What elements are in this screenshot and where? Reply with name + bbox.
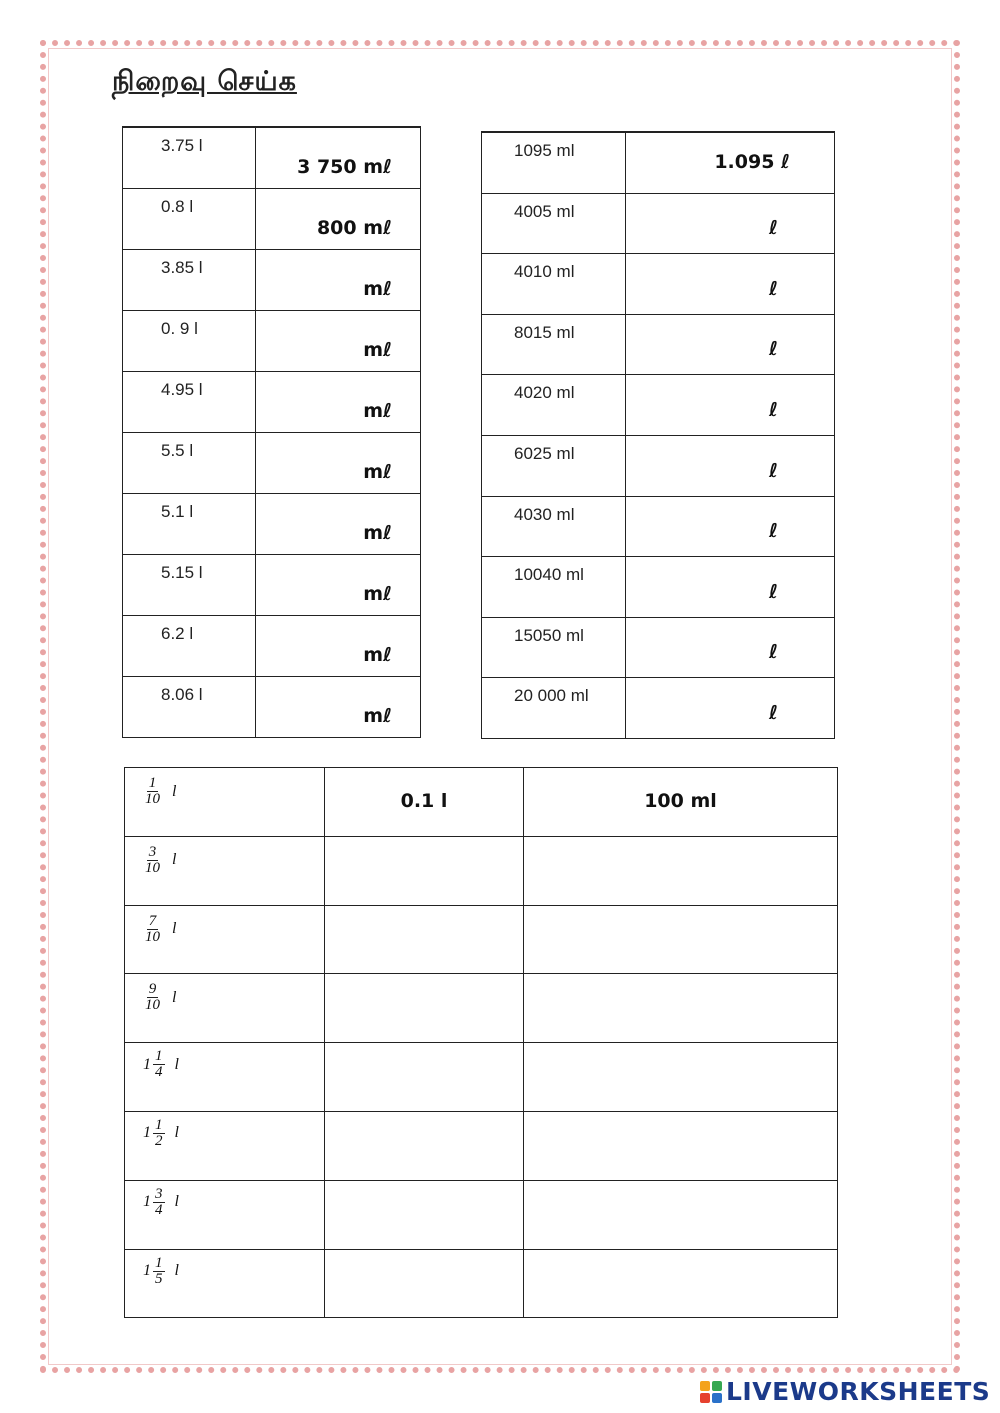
answer-cell[interactable] [256, 372, 421, 433]
decimal-answer [325, 1250, 523, 1272]
unit-label: l [174, 1055, 179, 1073]
fraction-cell [125, 1180, 325, 1249]
given-value-cell [123, 311, 256, 372]
decimal-answer-cell[interactable] [325, 836, 524, 905]
answer-cell[interactable] [626, 617, 835, 678]
given-value: 6.2 l [161, 624, 194, 643]
answer-text: 3 750 mℓ [297, 156, 392, 178]
answer-cell[interactable] [256, 433, 421, 494]
given-value-cell [482, 496, 626, 557]
given-value: 3.75 l [161, 136, 203, 155]
given-value: 20 000 ml [514, 686, 589, 706]
given-value: 4010 ml [514, 262, 575, 282]
given-value-cell [123, 250, 256, 311]
ml-answer [524, 1112, 837, 1134]
decimal-answer [325, 1043, 523, 1065]
answer-cell[interactable] [256, 616, 421, 677]
table-row [125, 1249, 838, 1318]
given-value: 4.95 l [161, 380, 203, 399]
mixed-fraction [143, 982, 176, 1013]
table-row [482, 193, 835, 254]
whole-number: 1 [143, 1193, 151, 1211]
table-row [482, 617, 835, 678]
table-row [123, 250, 421, 311]
answer-cell[interactable] [256, 189, 421, 250]
table-row [482, 375, 835, 436]
answer-text: 1.095 ℓ [714, 150, 790, 173]
given-value-cell [123, 189, 256, 250]
answer-cell[interactable] [256, 127, 421, 189]
decimal-answer-cell[interactable] [325, 1111, 524, 1180]
fraction-cell [125, 1043, 325, 1112]
numerator: 7 [148, 912, 157, 929]
denominator: 4 [155, 1064, 163, 1081]
numerator: 1 [148, 775, 157, 791]
answer-text: mℓ [363, 583, 392, 605]
fraction-cell [125, 836, 325, 905]
given-value: 4005 ml [514, 201, 575, 221]
table-row [125, 836, 838, 905]
ml-answer-cell[interactable] [524, 1043, 838, 1112]
table-row [123, 677, 421, 738]
given-value-cell [123, 677, 256, 738]
table-row [125, 974, 838, 1043]
given-value: 4030 ml [514, 504, 575, 524]
table-row [125, 768, 838, 837]
logo-square [712, 1393, 722, 1403]
decimal-answer-cell[interactable] [325, 1249, 524, 1318]
ml-answer-cell[interactable] [524, 1180, 838, 1249]
fraction [153, 1049, 165, 1080]
given-value: 0. 9 l [161, 319, 198, 338]
given-value-cell [482, 678, 626, 739]
answer-text: ℓ [769, 459, 778, 482]
denominator: 10 [145, 791, 160, 807]
given-value-cell [482, 132, 626, 193]
answer-cell[interactable] [256, 311, 421, 372]
decimal-answer: 0.1 l [400, 790, 448, 812]
ml-answer-cell[interactable] [524, 1111, 838, 1180]
fraction-cell [125, 1249, 325, 1318]
answer-text: mℓ [363, 461, 392, 483]
decimal-answer-cell[interactable] [325, 1180, 524, 1249]
litres-to-ml-table [122, 126, 421, 738]
decimal-answer [325, 906, 523, 928]
table-row [123, 433, 421, 494]
fraction [153, 1256, 165, 1287]
ml-answer [524, 837, 837, 859]
given-value: 5.5 l [161, 441, 194, 460]
given-value: 8015 ml [514, 322, 575, 342]
denominator: 2 [155, 1132, 163, 1149]
table-row [123, 372, 421, 433]
table-row [482, 557, 835, 618]
fraction [143, 845, 162, 876]
answer-text: ℓ [769, 217, 778, 240]
answer-cell[interactable] [626, 375, 835, 436]
fraction [153, 1118, 165, 1149]
answer-text: mℓ [363, 644, 392, 666]
table-row [123, 616, 421, 677]
fraction-cell [125, 974, 325, 1043]
mixed-fraction [143, 845, 176, 876]
denominator: 10 [145, 928, 160, 945]
table-row [482, 435, 835, 496]
given-value-cell [482, 375, 626, 436]
answer-cell[interactable] [626, 254, 835, 315]
numerator: 1 [155, 1254, 163, 1271]
fraction [143, 914, 162, 945]
given-value-cell [123, 433, 256, 494]
answer-cell[interactable] [626, 193, 835, 254]
decimal-answer [325, 837, 523, 859]
table-row [125, 905, 838, 974]
table-row [482, 678, 835, 739]
given-value-cell [123, 616, 256, 677]
fraction-cell [125, 905, 325, 974]
unit-label: l [172, 851, 177, 869]
given-value: 0.8 l [161, 197, 194, 216]
given-value-cell [482, 254, 626, 315]
answer-cell[interactable] [256, 555, 421, 616]
logo-square [700, 1381, 710, 1391]
table-row [482, 254, 835, 315]
decimal-answer-cell[interactable] [325, 974, 524, 1043]
denominator: 10 [145, 997, 160, 1014]
answer-cell[interactable] [626, 435, 835, 496]
table-row [482, 314, 835, 375]
numerator: 1 [155, 1116, 163, 1133]
answer-text: ℓ [769, 338, 778, 361]
given-value-cell [482, 314, 626, 375]
answer-text: ℓ [769, 520, 778, 543]
whole-number: 1 [143, 1124, 151, 1142]
fraction [153, 1187, 165, 1218]
ml-answer [524, 1043, 837, 1065]
ml-answer-cell[interactable] [524, 836, 838, 905]
given-value: 5.1 l [161, 502, 194, 521]
given-value: 8.06 l [161, 685, 203, 704]
table-row [123, 127, 421, 189]
ml-answer: 100 ml [644, 790, 717, 812]
ml-answer-cell[interactable] [524, 905, 838, 974]
table-row [125, 1111, 838, 1180]
numerator: 3 [155, 1185, 163, 1202]
page-title: நிறைவு செய்க [112, 66, 297, 97]
table-row [123, 189, 421, 250]
ml-answer-cell[interactable] [524, 768, 838, 837]
logo-text: LIVEWORKSHEETS [726, 1377, 991, 1406]
answer-text: mℓ [363, 400, 392, 422]
whole-number: 1 [143, 1262, 151, 1280]
fraction-litres-table [124, 767, 838, 1318]
given-value-cell [123, 372, 256, 433]
fraction [143, 982, 162, 1013]
answer-text: 800 mℓ [316, 217, 392, 239]
mixed-fraction [143, 1256, 179, 1287]
given-value-cell [482, 193, 626, 254]
table-row [125, 1180, 838, 1249]
table-row [123, 311, 421, 372]
given-value-cell [123, 555, 256, 616]
given-value: 6025 ml [514, 443, 575, 463]
table-row [123, 555, 421, 616]
answer-cell[interactable] [626, 678, 835, 739]
answer-text: ℓ [769, 580, 778, 603]
answer-text: ℓ [769, 277, 778, 300]
answer-text: mℓ [363, 278, 392, 300]
denominator: 5 [155, 1270, 163, 1287]
mixed-fraction [143, 914, 176, 945]
decimal-answer-cell[interactable] [325, 768, 524, 837]
decimal-answer [325, 1181, 523, 1203]
table-row [482, 496, 835, 557]
ml-answer [524, 1181, 837, 1203]
mixed-fraction [143, 1187, 179, 1218]
unit-label: l [172, 988, 177, 1006]
unit-label: l [174, 1124, 179, 1142]
fraction-cell [125, 768, 325, 837]
table-row [125, 1043, 838, 1112]
numerator: 1 [155, 1048, 163, 1065]
decimal-answer-cell[interactable] [325, 905, 524, 974]
answer-text: ℓ [769, 398, 778, 421]
fraction-cell [125, 1111, 325, 1180]
mixed-fraction [143, 1118, 179, 1149]
numerator: 9 [148, 981, 157, 998]
table-row [123, 494, 421, 555]
answer-cell[interactable] [256, 250, 421, 311]
ml-answer [524, 974, 837, 996]
given-value: 10040 ml [514, 565, 584, 585]
answer-text: ℓ [769, 641, 778, 664]
answer-text: mℓ [363, 705, 392, 727]
liveworksheets-logo [700, 1377, 990, 1406]
denominator: 4 [155, 1201, 163, 1218]
answer-cell[interactable] [626, 557, 835, 618]
logo-square [700, 1393, 710, 1403]
given-value-cell [123, 494, 256, 555]
unit-label: l [174, 1262, 179, 1280]
answer-cell[interactable] [626, 132, 835, 193]
unit-label: l [174, 1193, 179, 1211]
logo-squares-icon [700, 1381, 722, 1403]
mixed-fraction [143, 1049, 179, 1080]
ml-answer-cell[interactable] [524, 1249, 838, 1318]
ml-answer [524, 906, 837, 928]
decimal-answer-cell[interactable] [325, 1043, 524, 1112]
fraction [143, 776, 162, 807]
logo-square [712, 1381, 722, 1391]
given-value-cell [123, 127, 256, 189]
given-value: 3.85 l [161, 258, 203, 277]
decimal-answer [325, 1112, 523, 1134]
whole-number: 1 [143, 1055, 151, 1073]
table-row [482, 132, 835, 193]
answer-cell[interactable] [626, 496, 835, 557]
answer-cell[interactable] [626, 314, 835, 375]
ml-answer-cell[interactable] [524, 974, 838, 1043]
numerator: 3 [148, 843, 157, 860]
answer-cell[interactable] [256, 494, 421, 555]
given-value: 5.15 l [161, 563, 203, 582]
given-value-cell [482, 557, 626, 618]
answer-cell[interactable] [256, 677, 421, 738]
answer-text: mℓ [363, 339, 392, 361]
unit-label: l [172, 782, 177, 800]
denominator: 10 [145, 859, 160, 876]
unit-label: l [172, 920, 177, 938]
given-value-cell [482, 435, 626, 496]
given-value: 1095 ml [514, 141, 575, 160]
decimal-answer [325, 974, 523, 996]
mixed-fraction [143, 776, 176, 807]
answer-text: mℓ [363, 522, 392, 544]
ml-answer [524, 1250, 837, 1272]
given-value-cell [482, 617, 626, 678]
answer-text: ℓ [769, 701, 778, 724]
ml-to-litres-table [481, 131, 835, 739]
given-value: 4020 ml [514, 383, 575, 403]
given-value: 15050 ml [514, 625, 584, 645]
